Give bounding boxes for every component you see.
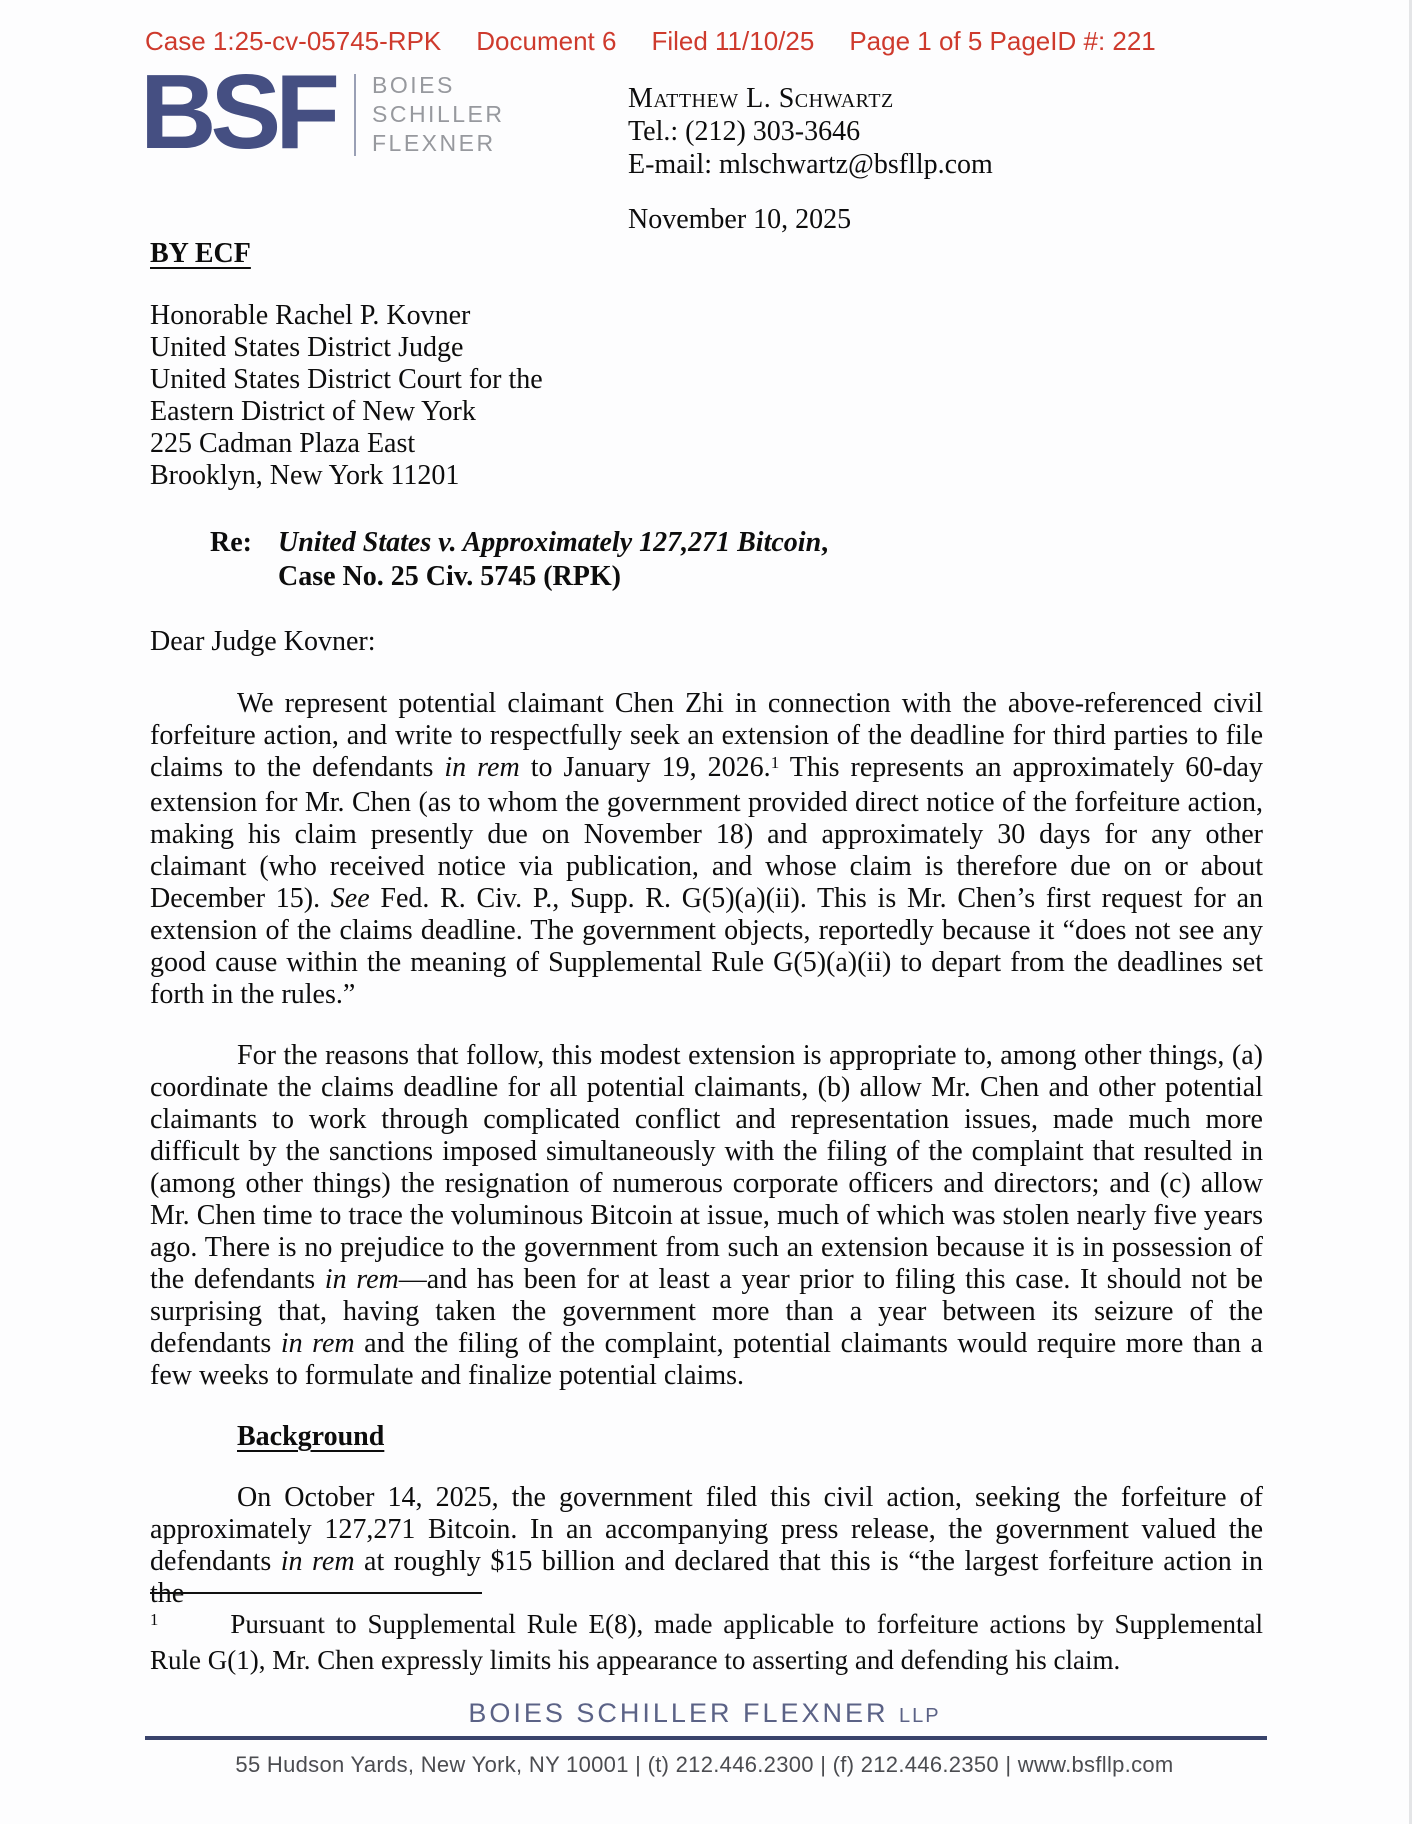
footer-firm-text: BOIES SCHILLER FLEXNER [468,1698,889,1728]
footnote-1: $^1$ Pursuant to Supplemental Rule E(8), made applicable to forfeiture actions by Supplemental Rule G(1), Mr. Chen expressly limits his appearance to asserting and defending his claim. [150,1609,1263,1675]
firm-word-schiller: SCHILLER [372,100,505,127]
recipient-line: Brooklyn, New York 11201 [150,460,460,491]
recipient-address [150,300,543,492]
footnote-separator-rule [150,1592,482,1594]
recipient-line: Eastern District of New York [150,396,476,427]
stamp-document-number: Document 6 [476,26,617,56]
delivery-method: BY ECF [150,238,251,269]
bsf-logo: BSF [140,53,334,171]
recipient-line: United States District Court for the [150,364,543,395]
firm-word-boies: BOIES [372,71,455,98]
section-heading-background: Background [237,1421,385,1452]
letterhead [140,53,505,171]
body-paragraph-2: For the reasons that follow, this modest extension is appropriate to, among other things, (a) coordinate the claims deadline for all potential claimants, (b) allow Mr. Chen and other potential claimants to work through complicated conflict and representation issues, made much more difficult by the sanctions imposed simultaneously with the filing of the complaint that resulted in (among other things) the resignation of numerous corporate officers and directors; and (c) allow Mr. Chen time to trace the voluminous Bitcoin at issue, much of which was stolen nearly five years ago. There is no prejudice to the government from such an extension because it is in possession of the defendants in rem—and has been for at least a year prior to filing this case. It should not be surprising that, having taken the government more than a year between its seizure of the defendants in rem and the filing of the complaint, potential claimants would require more than a few weeks to formulate and finalize potential claims. [150,1040,1263,1391]
attorney-email: E-mail: mlschwartz@bsfllp.com [628,149,993,180]
firm-name-column [372,71,504,158]
recipient-line: Honorable Rachel P. Kovner [150,300,471,331]
letter-body [150,688,1263,1639]
stamp-case-number: Case 1:25-cv-05745-RPK [145,26,442,56]
attorney-contact-block [628,82,993,181]
body-paragraph-3: On October 14, 2025, the government filed this civil action, seeking the forfeiture of approximately 127,271 Bitcoin. In an accompanying press release, the government valued the defendants in rem at roughly $15 billion and declared that this is “the largest forfeiture action in the [150,1482,1263,1609]
firm-word-flexner: FLEXNER [372,129,496,156]
re-lines [278,526,828,594]
stamp-page-id: Page 1 of 5 PageID #: 221 [849,26,1156,56]
footer-rule [145,1736,1267,1740]
logo-divider [354,74,356,156]
re-case-name: United States v. Approximately 127,271 Bitcoin, [278,527,829,558]
body-paragraph-1: We represent potential claimant Chen Zhi in connection with the above-referenced civil forfeiture action, and write to respectfully seek an extension of the deadline for third parties to file claims to the defendants in rem to January 19, 2026.$^1$ This represents an approximately 60-day extension for Mr. Chen (as to whom the government provided direct notice of the forfeiture action, making his claim presently due on November 18) and approximately 30 days for any other claimant (who received notice via publication, and whose claim is therefore due on or about December 15). See Fed. R. Civ. P., Supp. R. G(5)(a)(ii). This is Mr. Chen’s first request for an extension of the claims deadline. The government objects, reportedly because it “does not see any good cause within the meaning of Supplemental Rule G(5)(a)(ii) to depart from the deadlines set forth in the rules.” [150,688,1264,1010]
recipient-line: United States District Judge [150,332,464,363]
salutation: Dear Judge Kovner: [150,626,376,657]
recipient-line: 225 Cadman Plaza East [150,428,416,459]
footer-firm-name [0,1698,1409,1729]
footer-address: 55 Hudson Yards, New York, NY 10001 | (t) 212.446.2300 | (f) 212.446.2350 | www.bsfllp.com [235,1752,1174,1777]
re-label: Re: [210,527,252,558]
attorney-phone: Tel.: (212) 303-3646 [628,116,861,147]
re-case-number: Case No. 25 Civ. 5745 (RPK) [278,561,621,592]
attorney-name: Matthew L. Schwartz [628,83,894,114]
re-block [210,526,828,594]
footer-llp-text: LLP [899,1705,941,1727]
letter-date: November 10, 2025 [628,204,852,235]
stamp-filed-date: Filed 11/10/25 [651,26,815,56]
